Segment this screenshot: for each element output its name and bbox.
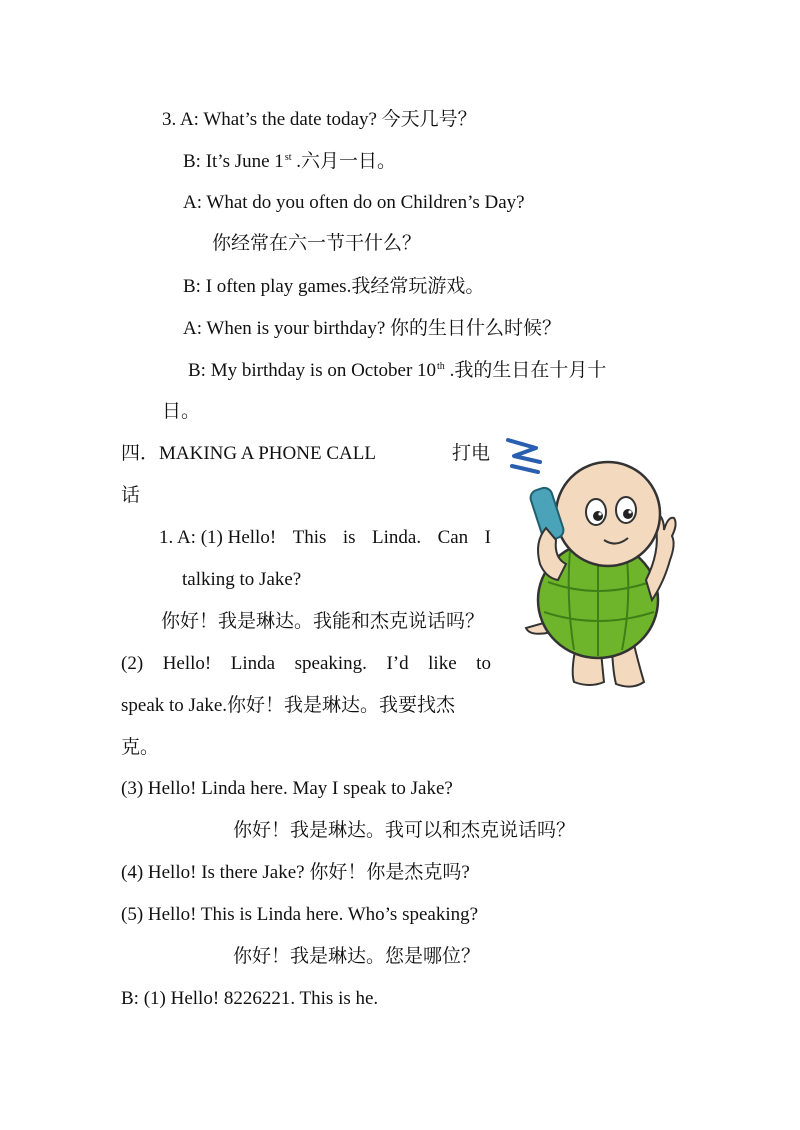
s3-line-7-sup: th [437,361,445,372]
s3-line-7 [188,359,606,383]
s3-line-2-text: B: It’s June 1 [183,151,284,172]
s4-line-1-w0: 1. A: (1) Hello! [159,527,277,548]
s3-line-1: 3. A: What’s the date today? 今天几号？ [162,109,477,130]
s4-line-3: 你好！我是琳达。我能和杰克说话吗？ [161,611,485,632]
s4-line-4-w3: speaking. [294,653,367,674]
s4-line-7: (3) Hello! Linda here. May I speak to Jake? [121,778,453,799]
s4-line-1-w1: This [292,527,327,548]
s4-heading-cn-2: 话 [121,485,141,506]
s4-line-12: B: (1) Hello! 8226221. This is he. [121,988,379,1009]
s4-line-1-w3: Linda. [372,527,422,548]
s4-line-1-w2: is [342,527,356,548]
s3-line-2-cn: .六月一日。 [291,151,396,172]
s3-line-8: 日。 [162,401,201,422]
s4-heading: 四．MAKING A PHONE CALL [121,443,376,464]
s3-line-7-text: B: My birthday is on October 10 [188,360,437,381]
s4-line-1-w4: Can [437,527,469,548]
s3-line-4: 你经常在六一节干什么？ [212,233,422,254]
s3-line-2-sup: st [284,152,292,163]
s3-line-7-cn: .我的生日在十月十 [444,360,607,381]
s3-line-5: B: I often play games.我经常玩游戏。 [183,276,485,297]
s4-line-5: speak to Jake.你好！我是琳达。我要找杰 [121,695,456,716]
ring-icon [508,440,540,472]
s4-line-4-w1: Hello! [162,653,212,674]
s4-line-10: (5) Hello! This is Linda here. Who’s speaking? [121,904,479,925]
turtle-phone-illustration [500,432,690,694]
s4-line-8: 你好！我是琳达。我可以和杰克说话吗？ [233,820,576,841]
s4-line-4-w4: I’d [386,653,409,674]
s3-line-6: A: When is your birthday? 你的生日什么时候？ [183,318,562,339]
turtle-head [556,462,660,566]
s4-heading-cn: 打电 [452,443,491,464]
s3-line-2 [183,150,396,174]
s4-line-4-w2: Linda [230,653,276,674]
s3-line-3: A: What do you often do on Children’s Day? [183,192,525,213]
s4-line-4-w0: (2) [121,653,144,674]
s4-line-1-w5: I [484,527,491,548]
s4-line-6: 克。 [121,737,160,758]
s4-line-9: (4) Hello! Is there Jake? 你好！你是杰克吗? [121,862,470,883]
s4-line-4-w5: like [428,653,457,674]
s4-line-4-w6: to [476,653,491,674]
s4-line-1 [159,526,491,550]
s4-line-4 [121,652,491,676]
s4-line-2: talking to Jake? [182,569,302,590]
s4-line-11: 你好！我是琳达。您是哪位？ [233,946,481,967]
